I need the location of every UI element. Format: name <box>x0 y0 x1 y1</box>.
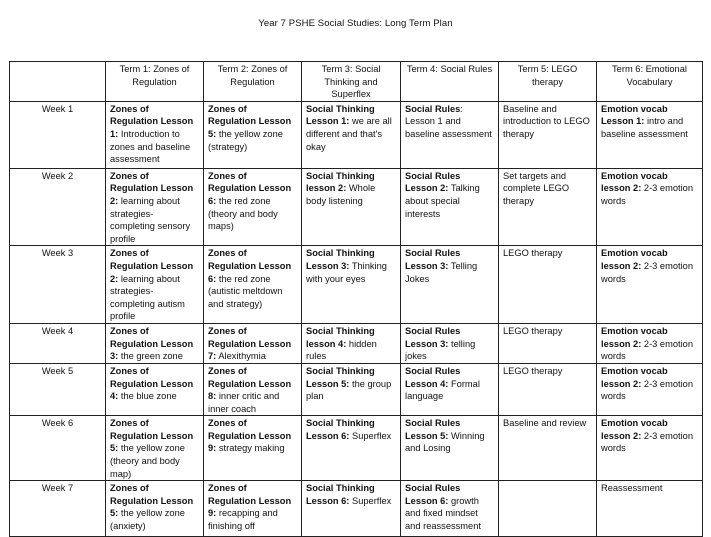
lesson-heading: Social Rules Lesson 6: <box>405 483 461 506</box>
lesson-heading: Zones of Regulation Lesson 5: <box>110 483 194 519</box>
plan-cell-term-6 <box>597 481 703 537</box>
plan-cell-term-5 <box>499 246 597 324</box>
plan-cell-term-5 <box>499 416 597 481</box>
lesson-heading: Social Thinking Lesson 3: <box>306 248 375 271</box>
lesson-heading: Emotion vocab lesson 2: <box>601 365 668 389</box>
lesson-description: the yellow zone (anxiety) <box>110 508 185 532</box>
lesson-description: Telling Jokes <box>405 260 478 284</box>
lesson-heading: Emotion vocab lesson 2: <box>601 418 668 441</box>
plan-cell-term-3 <box>302 246 401 324</box>
lesson-heading: Social Rules Lesson 2: <box>405 170 461 194</box>
table-row <box>10 416 703 481</box>
lesson-heading: Social Thinking lesson 4: <box>306 325 375 349</box>
plan-cell-term-3 <box>302 481 401 537</box>
lesson-description: learning about strategies- completing sensory profile <box>110 195 191 244</box>
plan-cell-term-6 <box>597 323 703 363</box>
lesson-description: growth and fixed mindset and reassessment <box>405 495 481 532</box>
lesson-description: the red zone (theory and body maps) <box>208 195 278 232</box>
plan-cell-term-4 <box>401 323 499 363</box>
plan-cell-term-5 <box>499 323 597 363</box>
plan-cell-term-2 <box>204 323 302 363</box>
lesson-description: Superflex <box>349 430 392 441</box>
plan-cell-term-2 <box>204 168 302 246</box>
header-row <box>10 62 703 102</box>
lesson-description: the red zone (autistic meltdown and strategy) <box>208 273 283 309</box>
plan-cell-term-1 <box>106 168 204 246</box>
lesson-description: learning about strategies- completing autism profile <box>110 273 185 322</box>
lesson-description: LEGO therapy <box>503 365 563 376</box>
table-row <box>10 101 703 168</box>
lesson-heading: Zones of Regulation Lesson 2: <box>110 248 194 284</box>
lesson-heading: Zones of Regulation Lesson 6: <box>208 248 292 284</box>
lesson-heading: Emotion vocab lesson 2: <box>601 248 668 271</box>
table-row <box>10 481 703 537</box>
lesson-heading: Social Rules <box>405 103 461 114</box>
lesson-heading: Zones of Regulation Lesson 4: <box>110 365 194 402</box>
lesson-heading: Social Thinking Lesson 1: <box>306 103 375 127</box>
lesson-description: Introduction to zones and baseline assessment <box>110 128 191 165</box>
plan-cell-term-1 <box>106 416 204 481</box>
lesson-heading: Emotion vocab Lesson 1: <box>601 103 668 127</box>
lesson-description: Whole body listening <box>306 183 376 206</box>
lesson-description: 2-3 emotion words <box>601 338 693 362</box>
header-cell-term-2: Term 2: Zones of Regulation <box>204 62 302 102</box>
plan-cell-term-1 <box>106 323 204 363</box>
week-label: Week 4 <box>10 323 106 363</box>
lesson-description: Set targets and complete LEGO therapy <box>503 170 570 206</box>
lesson-heading: Social Rules Lesson 3: <box>405 325 461 349</box>
table-row <box>10 363 703 415</box>
lesson-heading: Zones of Regulation Lesson 6: <box>208 170 292 206</box>
plan-cell-term-3 <box>302 363 401 415</box>
lesson-heading: Zones of Regulation Lesson 9: <box>208 483 292 519</box>
lesson-description: Superflex <box>349 495 392 506</box>
plan-cell-term-6 <box>597 101 703 168</box>
plan-cell-term-3 <box>302 416 401 481</box>
plan-cell-term-3 <box>302 323 401 363</box>
lesson-heading: Zones of Regulation Lesson 7: <box>208 325 292 362</box>
header-cell-corner <box>10 62 106 102</box>
header-cell-term-5: Term 5: LEGO therapy <box>499 62 597 102</box>
plan-cell-term-6 <box>597 168 703 246</box>
plan-cell-term-2 <box>204 416 302 481</box>
lesson-description: the group plan <box>306 378 392 402</box>
lesson-heading: Social Thinking Lesson 6: <box>306 418 375 441</box>
lesson-heading: Zones of Regulation Lesson 5: <box>208 103 292 139</box>
header-cell-term-4: Term 4: Social Rules <box>401 62 499 102</box>
plan-cell-term-4 <box>401 101 499 168</box>
lesson-heading: Zones of Regulation Lesson 2: <box>110 170 194 206</box>
plan-cell-term-1 <box>106 246 204 324</box>
table-row <box>10 323 703 363</box>
lesson-description: LEGO therapy <box>503 248 563 259</box>
lesson-description: telling jokes <box>405 338 476 362</box>
lesson-description: Talking about special interests <box>405 183 480 219</box>
lesson-description: intro and baseline assessment <box>601 116 688 139</box>
lesson-heading: Social Rules Lesson 5: <box>405 418 461 441</box>
plan-cell-term-6 <box>597 416 703 481</box>
lesson-description: hidden rules <box>306 338 377 362</box>
lesson-description: the blue zone <box>118 391 177 402</box>
lesson-heading: Social Thinking lesson 2: <box>306 170 375 194</box>
lesson-heading: Social Thinking Lesson 5: <box>306 365 375 389</box>
plan-cell-term-3 <box>302 168 401 246</box>
header-cell-term-6: Term 6: Emotional Vocabulary <box>597 62 703 102</box>
plan-cell-term-4 <box>401 363 499 415</box>
lesson-heading: Zones of Regulation Lesson 1: <box>110 103 194 139</box>
lesson-description: 2-3 emotion words <box>601 430 693 454</box>
plan-cell-term-4 <box>401 168 499 246</box>
lesson-description: : Lesson 1 and baseline assessment <box>405 103 492 139</box>
table-row <box>10 246 703 324</box>
plan-cell-term-1 <box>106 363 204 415</box>
lesson-description: strategy making <box>216 443 285 454</box>
lesson-heading: Zones of Regulation Lesson 8: <box>208 365 292 402</box>
plan-cell-term-5 <box>499 481 597 537</box>
plan-cell-term-4 <box>401 246 499 324</box>
document-title: Year 7 PSHE Social Studies: Long Term Plan <box>258 18 453 29</box>
lesson-heading: Emotion vocab lesson 2: <box>601 170 668 194</box>
week-label: Week 2 <box>10 168 106 246</box>
lesson-description: Thinking with your eyes <box>306 260 387 284</box>
long-term-plan-table <box>9 61 703 537</box>
plan-cell-term-3 <box>302 101 401 168</box>
lesson-description: 2-3 emotion words <box>601 260 693 284</box>
lesson-description: Baseline and introduction to LEGO therapy <box>503 103 590 139</box>
lesson-description: Formal language <box>405 378 480 402</box>
lesson-description: we are all different and that's okay <box>306 116 392 152</box>
lesson-heading: Social Rules Lesson 4: <box>405 365 461 389</box>
plan-cell-term-2 <box>204 246 302 324</box>
plan-cell-term-6 <box>597 363 703 415</box>
lesson-description: 2-3 emotion words <box>601 183 693 206</box>
header-cell-term-3: Term 3: Social Thinking and Superflex <box>302 62 401 102</box>
lesson-description: the green zone <box>118 351 183 362</box>
lesson-heading: Emotion vocab lesson 2: <box>601 325 668 349</box>
lesson-description: the yellow zone (strategy) <box>208 128 283 152</box>
lesson-heading: Social Thinking Lesson 6: <box>306 483 375 506</box>
plan-cell-term-1 <box>106 101 204 168</box>
header-cell-term-1: Term 1: Zones of Regulation <box>106 62 204 102</box>
lesson-description: Reassessment <box>601 483 663 494</box>
lesson-description: recapping and finishing off <box>208 508 278 532</box>
plan-cell-term-6 <box>597 246 703 324</box>
plan-cell-term-4 <box>401 416 499 481</box>
plan-cell-term-5 <box>499 168 597 246</box>
plan-cell-term-2 <box>204 101 302 168</box>
week-label: Week 7 <box>10 481 106 537</box>
plan-cell-term-2 <box>204 363 302 415</box>
week-label: Week 5 <box>10 363 106 415</box>
week-label: Week 6 <box>10 416 106 481</box>
lesson-heading: Social Rules Lesson 3: <box>405 248 461 271</box>
week-label: Week 1 <box>10 101 106 168</box>
plan-cell-term-1 <box>106 481 204 537</box>
plan-cell-term-2 <box>204 481 302 537</box>
lesson-description: inner critic and inner coach <box>208 391 280 414</box>
lesson-heading: Zones of Regulation Lesson 9: <box>208 418 292 454</box>
lesson-description: Winning and Losing <box>405 430 485 454</box>
table-row <box>10 168 703 246</box>
lesson-heading: Zones of Regulation Lesson 3: <box>110 325 194 362</box>
lesson-description: 2-3 emotion words <box>601 378 693 402</box>
week-label: Week 3 <box>10 246 106 324</box>
lesson-description: the yellow zone (theory and body map) <box>110 443 185 479</box>
lesson-heading: Zones of Regulation Lesson 5: <box>110 418 194 454</box>
lesson-description: LEGO therapy <box>503 325 563 336</box>
plan-cell-term-4 <box>401 481 499 537</box>
lesson-description: Alexithymia <box>216 351 266 362</box>
lesson-description: Baseline and review <box>503 418 587 429</box>
plan-cell-term-5 <box>499 363 597 415</box>
plan-cell-term-5 <box>499 101 597 168</box>
